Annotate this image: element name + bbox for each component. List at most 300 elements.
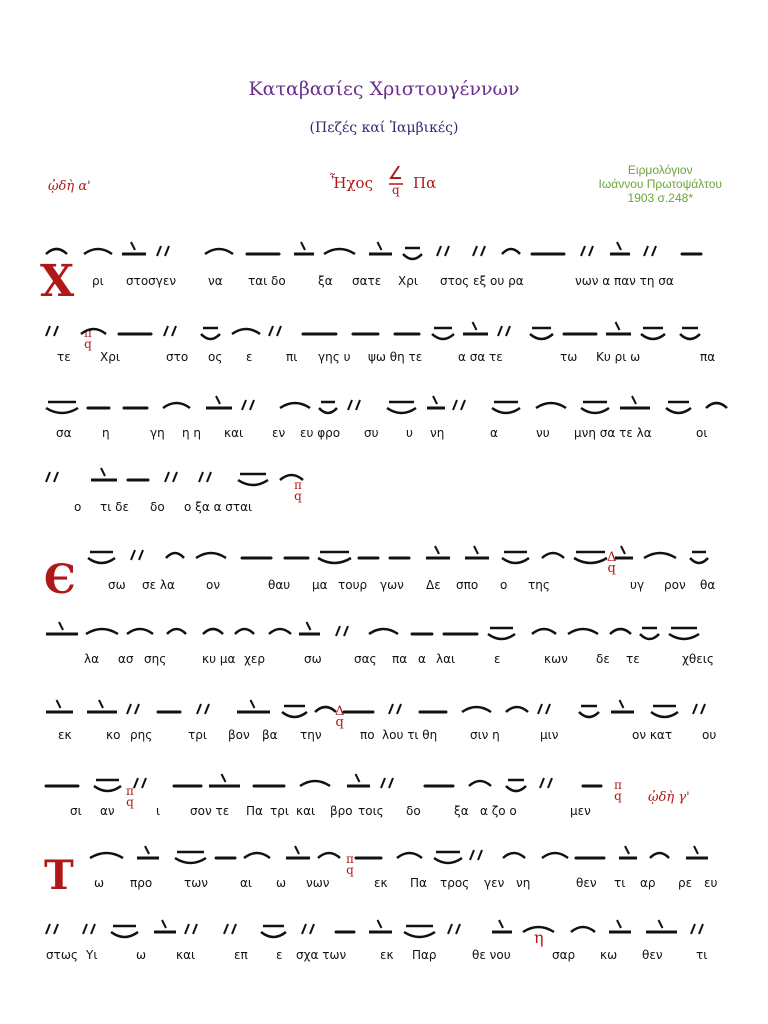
neume-glyph: [506, 780, 526, 791]
neume-glyph: [640, 628, 659, 639]
initial-chi: Χ: [40, 256, 75, 307]
neume-glyph: [94, 780, 121, 791]
syllable: γων: [380, 578, 404, 592]
syllable: α: [490, 426, 498, 440]
syllable-row: [0, 426, 768, 444]
syllable: οι: [696, 426, 708, 440]
syllable: χερ: [244, 652, 266, 666]
syllable: η: [102, 426, 110, 440]
syllable: ασ: [118, 652, 134, 666]
neume-glyph: [540, 778, 552, 788]
syllable: μα: [312, 578, 328, 592]
syllable-row: [0, 350, 768, 368]
syllable: τρος: [440, 876, 470, 890]
syllable: Πα: [410, 876, 427, 890]
neume-glyph: [574, 552, 607, 563]
neume-glyph: [571, 927, 595, 932]
neume-glyph: [87, 700, 117, 712]
neume-glyph: [620, 396, 650, 408]
neume-glyph: [473, 246, 485, 256]
syllable: της: [528, 578, 550, 592]
syllable: γεν: [484, 876, 505, 890]
neume-glyph: [242, 400, 254, 410]
syllable: ρης: [130, 728, 153, 742]
syllable: μνη σα τε λα: [574, 426, 652, 440]
neume-glyph: [196, 553, 226, 558]
syllable: δο: [406, 804, 421, 818]
syllable: σχα των: [296, 948, 347, 962]
neume-glyph: [611, 700, 634, 712]
neume-glyph: [502, 249, 520, 254]
syllable: Κυ ρι ω: [596, 350, 641, 364]
neume-glyph: [693, 704, 705, 714]
martyria-eta: η: [534, 928, 544, 947]
syllable: και: [176, 948, 196, 962]
neume-glyph: [46, 924, 58, 934]
neume-row-1: [0, 232, 768, 272]
syllable: εκ: [380, 948, 394, 962]
syllable: υγ: [630, 578, 645, 592]
neume-glyph: [137, 846, 159, 858]
neume-glyph: [579, 706, 599, 717]
neume-glyph: [610, 242, 630, 254]
syllable: κο: [106, 728, 121, 742]
neume-glyph: [299, 622, 320, 634]
neume-glyph: [523, 927, 554, 932]
ode-label-third: ᾠδὴ γ': [648, 790, 690, 805]
neume-glyph: [347, 774, 370, 786]
neume-glyph: [542, 853, 568, 858]
mode-base-note: Πα: [413, 174, 437, 192]
neume-glyph: [691, 924, 703, 934]
syllable: στος εξ ου ρα: [440, 274, 524, 288]
neume-glyph: [127, 704, 139, 714]
neume-glyph: [46, 622, 78, 634]
neume-glyph: [615, 546, 633, 558]
syllable: α σα τε: [458, 350, 503, 364]
syllable: αρ: [640, 876, 656, 890]
neume-glyph: [568, 629, 598, 634]
neume-glyph: [397, 853, 422, 858]
neume-glyph: [111, 926, 138, 937]
martyria-q: q: [126, 795, 134, 809]
neume-row-2: [0, 312, 768, 352]
syllable: νη: [516, 876, 531, 890]
syllable: θα: [700, 578, 716, 592]
syllable: πα: [700, 350, 716, 364]
martyria-q: q: [346, 863, 354, 877]
syllable-row: [0, 728, 768, 746]
syllable: συ: [364, 426, 379, 440]
neume-glyph: [503, 853, 525, 858]
syllable-row: [0, 274, 768, 292]
initial-tau: Τ: [44, 852, 74, 899]
syllable: Πα: [246, 804, 263, 818]
syllable: ον κατ: [632, 728, 673, 742]
neume-glyph: [294, 242, 314, 254]
syllable: γης υ: [318, 350, 351, 364]
ode-label-first: ᾠδὴ α': [48, 179, 91, 194]
neume-glyph: [581, 246, 593, 256]
syllable-row: [0, 948, 768, 966]
syllable: σαρ: [552, 948, 576, 962]
neume-glyph: [83, 924, 95, 934]
syllable: κυ μα: [202, 652, 236, 666]
syllable: δε: [596, 652, 610, 666]
neume-glyph: [502, 552, 529, 563]
syllable: ται δο: [248, 274, 286, 288]
syllable: νων: [306, 876, 330, 890]
martyria-delta: Δ: [607, 550, 617, 565]
neume-glyph: [581, 402, 609, 413]
page-title: Καταβασίες Χριστουγέννων: [248, 78, 520, 100]
syllable: ρε: [678, 876, 693, 890]
syllable: ε: [246, 350, 253, 364]
syllable: τε: [57, 350, 71, 364]
neume-glyph: [646, 920, 677, 932]
neume-glyph: [369, 242, 392, 254]
syllable: Χρι: [100, 350, 120, 364]
martyria-pi: π: [126, 784, 134, 798]
neume-row-7: [0, 690, 768, 730]
syllable: τι: [614, 876, 626, 890]
syllable-row: [0, 578, 768, 596]
syllable: ευ: [704, 876, 718, 890]
syllable: θε νου: [472, 948, 511, 962]
syllable: ω: [94, 876, 105, 890]
neume-glyph: [209, 774, 240, 786]
syllable: στως: [46, 948, 78, 962]
neume-glyph: [606, 322, 631, 334]
source-reference: [599, 163, 722, 205]
syllable: νυ: [536, 426, 550, 440]
syllable: την: [300, 728, 322, 742]
syllable: των: [184, 876, 208, 890]
neume-glyph: [88, 552, 115, 563]
syllable: τουρ: [338, 578, 368, 592]
syllable: χθεις: [682, 652, 714, 666]
syllable: υ: [406, 426, 413, 440]
neume-glyph: [538, 704, 550, 714]
neume-glyph: [427, 396, 445, 408]
neume-glyph: [46, 249, 67, 254]
syllable: σω: [304, 652, 322, 666]
syllable: ευ φρο: [300, 426, 341, 440]
syllable: ον: [206, 578, 221, 592]
neume-glyph: [134, 778, 146, 788]
syllable: γη: [150, 426, 165, 440]
syllable: πο: [360, 728, 375, 742]
neume-glyph: [492, 402, 520, 413]
syllable: να: [208, 274, 223, 288]
neume-glyph: [261, 926, 286, 937]
neume-glyph: [205, 249, 233, 254]
neume-glyph: [651, 706, 678, 717]
neume-glyph: [650, 853, 669, 858]
neume-glyph: [165, 472, 177, 482]
martyria-q: q: [607, 561, 616, 576]
syllable: μεν: [570, 804, 591, 818]
neume-glyph: [46, 700, 73, 712]
neume-row-5: [0, 536, 768, 576]
neume-glyph: [609, 920, 631, 932]
syllable: κων: [544, 652, 568, 666]
syllable: ο: [500, 578, 508, 592]
neume-glyph: [157, 246, 169, 256]
neume-glyph: [641, 328, 665, 339]
page-subtitle: (Πεζές καί Ἰαμβικές): [309, 120, 459, 136]
syllable: σω: [108, 578, 126, 592]
neume-glyph: [302, 924, 314, 934]
neume-glyph: [680, 328, 700, 339]
syllable: λαι: [436, 652, 456, 666]
syllable: η η: [182, 426, 202, 440]
mode-label: Ἦχος: [330, 174, 373, 192]
neume-glyph: [46, 472, 58, 482]
syllable: ου: [702, 728, 717, 742]
neume-glyph: [167, 629, 186, 634]
neume-glyph: [448, 924, 460, 934]
neume-glyph: [122, 242, 146, 254]
neume-glyph: [610, 629, 631, 634]
syllable: σας: [354, 652, 377, 666]
neume-glyph: [269, 326, 281, 336]
neume-glyph: [686, 846, 708, 858]
neume-glyph: [201, 328, 220, 339]
syllable: σα: [56, 426, 72, 440]
syllable: πι: [286, 350, 298, 364]
syllable: βα: [262, 728, 278, 742]
neume-glyph: [282, 706, 307, 717]
source-book: Ειρμολόγιον: [627, 163, 693, 177]
syllable: κω: [600, 948, 618, 962]
neume-glyph: [280, 403, 310, 408]
neume-glyph: [336, 626, 348, 636]
syllable: σης: [144, 652, 167, 666]
neume-glyph: [91, 468, 117, 480]
syllable: νη: [430, 426, 445, 440]
neume-glyph: [166, 553, 184, 558]
syllable: λου τι θη: [382, 728, 438, 742]
syllable: Παρ: [412, 948, 437, 962]
martyria-delta: Δ: [335, 704, 345, 719]
neume-glyph: [462, 707, 491, 712]
syllable: σε λα: [142, 578, 175, 592]
neume-glyph: [389, 704, 401, 714]
neume-row-10: [0, 910, 768, 950]
neume-glyph: [324, 249, 355, 254]
martyria-pi: π: [294, 478, 302, 492]
neume-row-6: [0, 612, 768, 652]
martyria-pi: π: [346, 852, 354, 866]
neume-row-4: [0, 458, 768, 498]
neume-glyph: [232, 329, 260, 334]
neume-glyph: [175, 852, 206, 863]
syllable: τρι: [270, 804, 289, 818]
neume-glyph: [644, 553, 676, 558]
syllable: λα: [84, 652, 100, 666]
neume-glyph: [434, 852, 462, 863]
syllable: προ: [130, 876, 153, 890]
neume-glyph: [86, 629, 118, 634]
martyria-q: q: [84, 337, 92, 351]
syllable: θεν: [576, 876, 597, 890]
syllable: και: [296, 804, 316, 818]
neume-glyph: [238, 474, 268, 485]
neume-glyph: [437, 246, 449, 256]
syllable-row: [0, 804, 768, 822]
syllable: ψω θη τε: [368, 350, 423, 364]
neume-glyph: [127, 629, 153, 634]
neume-glyph: [224, 924, 236, 934]
neume-glyph: [532, 629, 556, 634]
syllable: αν: [100, 804, 115, 818]
syllable: τω: [560, 350, 578, 364]
neume-glyph: [403, 248, 422, 259]
neume-glyph: [706, 403, 727, 408]
neume-glyph: [404, 926, 435, 937]
neume-glyph: [235, 629, 254, 634]
martyria-q: q: [294, 489, 302, 503]
neume-glyph: [492, 920, 512, 932]
neume-glyph: [666, 402, 691, 413]
neume-glyph: [498, 326, 510, 336]
syllable: ω: [136, 948, 147, 962]
neume-glyph: [300, 781, 330, 786]
neume-row-9: [0, 836, 768, 876]
syllable: τι: [696, 948, 708, 962]
neume-glyph: [286, 846, 310, 858]
neume-row-3: [0, 386, 768, 426]
syllable: τε: [626, 652, 640, 666]
neume-glyph: [432, 328, 454, 339]
syllable-row: [0, 876, 768, 894]
syllable: τρι: [188, 728, 207, 742]
neume-glyph: [488, 628, 515, 639]
neume-glyph: [315, 707, 336, 712]
neume-glyph: [669, 628, 699, 639]
syllable: ρον: [664, 578, 686, 592]
neume-glyph: [426, 546, 450, 558]
syllable: στοσγεν: [126, 274, 177, 288]
neume-glyph: [164, 326, 176, 336]
neume-glyph: [46, 326, 58, 336]
mode-signature-icon: [386, 164, 406, 198]
syllable: ε: [276, 948, 283, 962]
syllable: ε: [494, 652, 501, 666]
syllable: Χρι: [398, 274, 418, 288]
syllable: σατε: [352, 274, 382, 288]
neume-glyph: [318, 853, 340, 858]
neume-glyph: [318, 552, 351, 563]
syllable: θαυ: [268, 578, 291, 592]
neume-glyph: [530, 328, 553, 339]
initial-epsilon: Є: [44, 556, 76, 603]
martyria-pi: π: [84, 326, 92, 340]
syllable: τι δε: [100, 500, 129, 514]
svg-text:q: q: [392, 183, 400, 197]
neume-glyph: [536, 403, 566, 408]
syllable: θεν: [642, 948, 663, 962]
syllable: βον: [228, 728, 250, 742]
syllable: αι: [240, 876, 252, 890]
neume-glyph: [542, 553, 564, 558]
syllable-row: [0, 500, 768, 518]
martyria-pi: π: [614, 778, 622, 792]
neume-glyph: [46, 402, 78, 413]
neume-glyph: [469, 781, 491, 786]
neume-glyph: [206, 396, 232, 408]
syllable: εκ: [58, 728, 72, 742]
neume-glyph: [131, 550, 143, 560]
neume-glyph: [84, 249, 112, 254]
syllable: Δε: [426, 578, 441, 592]
neume-glyph: [280, 475, 303, 480]
syllable: σπο: [456, 578, 479, 592]
neume-glyph: [81, 329, 106, 334]
syllable: ος: [208, 350, 223, 364]
source-page: 1903 σ.248*: [627, 191, 693, 205]
syllable: δο: [150, 500, 165, 514]
syllable: μιν: [540, 728, 559, 742]
syllable: πα: [392, 652, 408, 666]
syllable: επ: [234, 948, 248, 962]
neume-glyph: [369, 920, 392, 932]
syllable: ο: [74, 500, 82, 514]
syllable: Υι: [86, 948, 98, 962]
syllable: σιν η: [470, 728, 500, 742]
syllable: ρι: [92, 274, 104, 288]
neume-glyph: [163, 403, 190, 408]
syllable: νων α παν τη σα: [575, 274, 674, 288]
neume-glyph: [381, 778, 393, 788]
neume-glyph: [244, 853, 270, 858]
neume-glyph: [90, 853, 123, 858]
syllable: α: [418, 652, 426, 666]
syllable: στο: [166, 350, 189, 364]
syllable: ω: [276, 876, 287, 890]
syllable: βρο: [330, 804, 353, 818]
neume-glyph: [387, 402, 416, 413]
neume-glyph: [465, 546, 489, 558]
syllable: σι: [70, 804, 82, 818]
neume-glyph: [690, 552, 708, 563]
neume-glyph: [619, 846, 637, 858]
syllable: εν: [272, 426, 286, 440]
neume-glyph: [348, 400, 360, 410]
martyria-q: q: [335, 715, 344, 730]
neume-glyph: [369, 629, 398, 634]
neume-glyph: [644, 246, 656, 256]
neume-glyph: [506, 707, 528, 712]
neume-glyph: [463, 322, 488, 334]
neume-glyph: [199, 472, 211, 482]
syllable: εκ: [374, 876, 388, 890]
syllable: και: [224, 426, 244, 440]
neume-glyph: [319, 402, 337, 413]
neume-glyph: [197, 704, 209, 714]
neume-glyph: [185, 924, 197, 934]
neume-glyph: [269, 629, 291, 634]
syllable: ξα: [318, 274, 333, 288]
syllable: ι: [156, 804, 161, 818]
neume-glyph: [154, 920, 176, 932]
neume-glyph: [453, 400, 465, 410]
neume-glyph: [237, 700, 270, 712]
neume-glyph: [203, 629, 223, 634]
syllable: σον τε: [190, 804, 230, 818]
neume-glyph: [470, 850, 482, 860]
